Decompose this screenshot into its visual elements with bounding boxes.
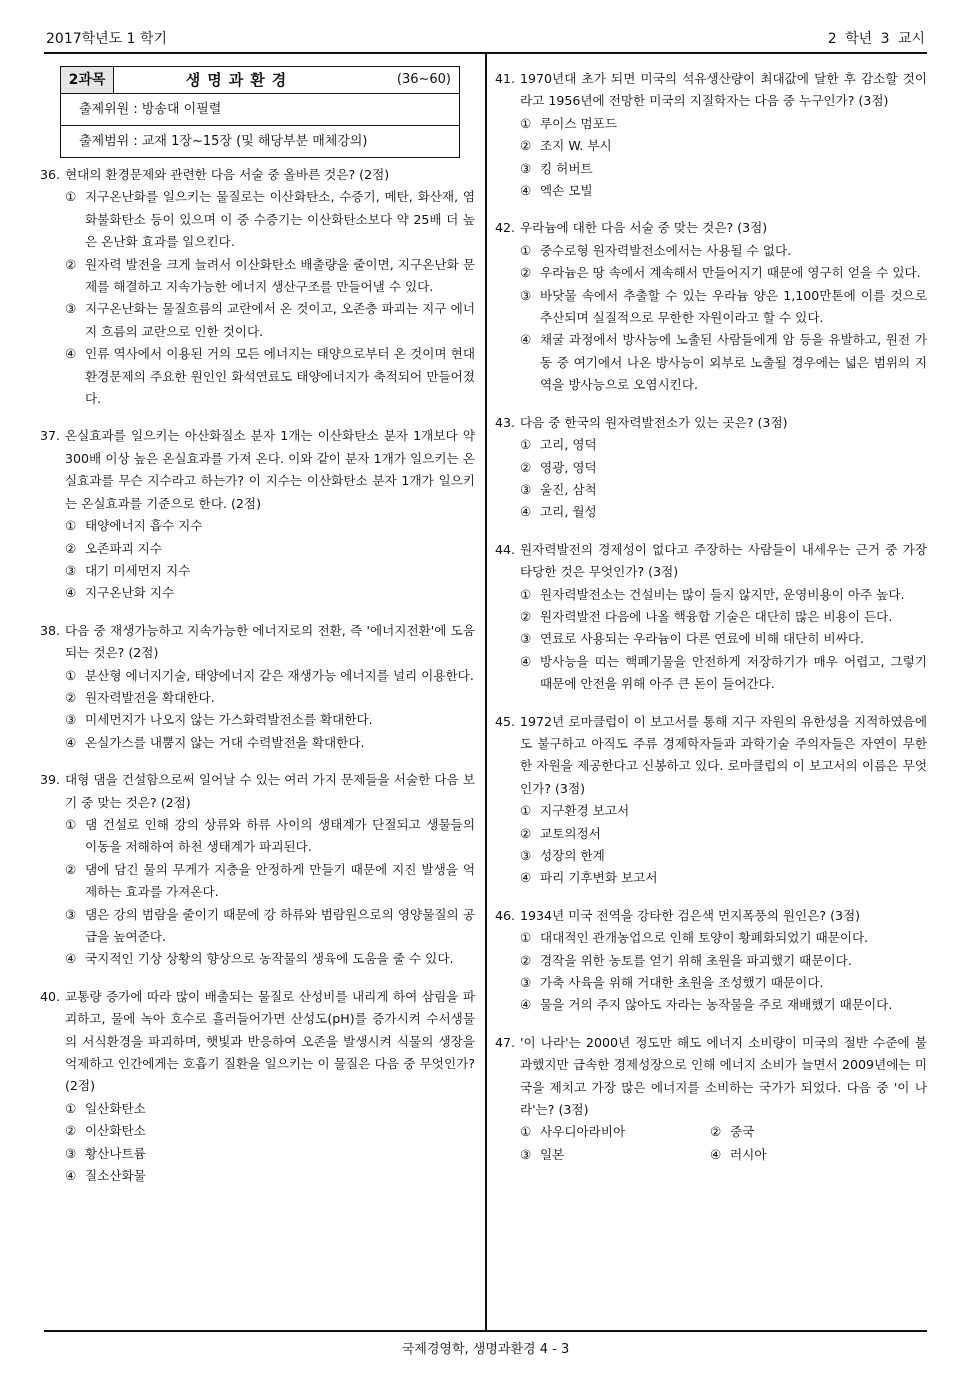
option [495,651,927,696]
option-text: 조지 W. 부시 [540,138,612,154]
header-semester: 2017학년도 1 학기 [46,31,168,47]
option-number: ③ [65,712,77,728]
question-number: 42. [495,220,516,236]
option-text: 사우디아라비아 [540,1124,626,1140]
question-text: 우라늄에 대한 다음 서술 중 맞는 것은? (3점) [520,220,768,236]
option [495,972,927,994]
left-column [40,66,475,1202]
question-40 [40,986,475,1188]
option [40,254,475,299]
option-number: ③ [520,631,532,647]
option-number: ③ [520,848,532,863]
option-number: ① [520,803,532,819]
question-36 [40,164,475,410]
option [40,709,475,731]
question-45 [495,711,927,890]
option-number: ④ [520,653,532,669]
option-number: ③ [520,481,532,497]
option-number: ② [65,540,77,556]
option-text: 중수로형 원자력발전소에서는 사용될 수 없다. [540,242,792,258]
option [495,285,927,330]
page-footer: 국제경영학, 생명과환경 4 - 3 [401,1342,570,1357]
option [40,665,475,687]
option-text: 울진, 삼척 [540,481,597,497]
option-number: ④ [520,870,532,886]
option-number: ④ [65,1168,77,1184]
option-text: 오존파괴 지수 [85,540,162,556]
question-range: (36∼60) [396,72,451,87]
option-number: ② [65,689,77,705]
option-number: ② [65,1123,77,1139]
option [710,1144,927,1166]
option-text: 우라늄은 땅 속에서 계속해서 만들어지기 때문에 영구히 얻을 수 있다. [540,265,921,281]
option-text: 지구온난화를 일으키는 물질로는 이산화탄소, 수증기, 메탄, 화산재, 염화불화탄소 등이 있으며 이 중 수증기는 이산화탄소보다 약 25배 더 높은 온난화 효과를 일으킨다. [85,189,475,250]
option-text: 연료로 사용되는 우라늄이 다른 연료에 비해 대단히 비싸다. [540,631,864,647]
question-38 [40,620,475,754]
option-number: ③ [65,301,77,317]
option-text: 파리 기후변화 보고서 [540,870,658,886]
option-grid [495,1121,927,1166]
question-text: 다음 중 재생가능하고 지속가능한 에너지로의 전환, 즉 '에너지전환'에 도움되는 것은? (2점) [65,622,475,661]
question-stem [40,425,475,515]
subject-scope: 출제범위 : 교재 1장∼15장 (및 해당부분 매체강의) [79,134,368,149]
option-number: ④ [65,585,77,601]
option-number: ② [520,608,532,624]
subject-author: 출제위원 : 방송대 이필렬 [61,94,459,126]
question-number: 40. [40,988,61,1004]
option [495,845,927,867]
option-number: ① [520,586,532,602]
option [40,538,475,560]
option-number: ② [520,825,532,841]
question-text: 원자력발전의 경제성이 없다고 주장하는 사람들이 내세우는 근거 중 가장 타당한 것은 무엇인가? (3점) [520,541,927,580]
option [495,113,927,135]
option [495,994,927,1016]
subject-box [60,66,460,158]
option [40,1165,475,1187]
option-text: 황산나트륨 [85,1145,146,1161]
option-number: ③ [520,287,532,303]
option-text: 댐은 강의 범람을 줄이기 때문에 강 하류와 범람원으로의 영양물질의 공급을 높여준다. [85,906,475,944]
right-question-list [495,68,927,1017]
option-number: ④ [520,997,532,1013]
question-text: 1972년 로마클럽이 이 보고서를 통해 지구 자원의 유한성을 지적하였음에도 불구하고 아직도 주류 경제학자들과 과학기술 주의자들은 자연이 무한한 자원을 제공한다고 신봉하고 있다. 로마클럽의 이 보고서의 이름은 무엇인가? (3점) [520,713,927,796]
option [495,135,927,157]
option-number: ① [520,1124,532,1140]
option-text: 방사능을 띠는 핵폐기물을 안전하게 저장하기가 매우 어렵고, 그렇기 때문에 안전을 위해 아주 큰 돈이 들어간다. [540,653,927,692]
option [40,1098,475,1120]
option-text: 이산화탄소 [85,1123,146,1139]
option [495,823,927,845]
question-text: 대형 댐을 건설함으로써 일어날 수 있는 여러 가지 문제들을 서술한 다음 보기 중 맞는 것은? (2점) [65,772,475,810]
option-text: 원자력발전을 확대한다. [85,689,215,705]
question-text: 온실효과를 일으키는 아산화질소 분자 1개는 이산화탄소 분자 1개보다 약 300배 이상 높은 온실효과를 가져 온다. 이와 같이 분자 1개가 일으키는 온실효과를 무슨 지수라고 하는가? 이 지수는 이산화탄소 분자 1개가 일으키는 온실효과를 기준으로 한다. (2점) [65,428,475,511]
option-text: 국지적인 기상 상황의 향상으로 농작물의 생육에 도움을 줄 수 있다. [85,951,454,967]
question-stem [495,539,927,584]
option [495,240,927,262]
question-41 [495,68,927,202]
option-number: ② [520,952,532,968]
option-number: ④ [65,734,77,750]
option-text: 채굴 과정에서 방사능에 노출된 사람들에게 암 등을 유발하고, 원전 가동 중 여기에서 나온 방사능이 외부로 노출될 경우에는 넓은 범위의 지역을 방사능으로 오염시킨다. [540,332,927,393]
option-number: ④ [520,504,532,520]
option-text: 고리, 영덕 [540,437,597,453]
option-number: ② [520,138,532,154]
question-stem [495,1032,927,1122]
option-text: 물을 거의 주지 않아도 자라는 농작물을 주로 재배했기 때문이다. [540,997,893,1013]
option-text: 댐에 담긴 물의 무게가 지층을 안정하게 만들기 때문에 지진 발생을 억제하는 효과를 가져온다. [85,861,475,900]
option-number: ② [65,256,77,272]
question-stem [495,412,927,434]
option-number: ② [520,265,532,281]
option [495,457,927,479]
option-text: 일본 [540,1146,565,1162]
option [495,584,927,606]
question-number: 43. [495,414,516,430]
option-number: ① [65,667,77,683]
option-text: 질소산화물 [85,1168,146,1184]
option-text: 지구온난화 지수 [85,585,175,601]
option-number: ① [520,437,532,453]
option [495,800,927,822]
option-text: 가축 사육을 위해 거대한 초원을 조성했기 때문이다. [540,975,824,991]
option [40,948,475,970]
option-number: ④ [65,951,77,967]
question-number: 44. [495,541,516,557]
option-text: 루이스 멈포드 [540,115,617,131]
option [40,582,475,604]
option-text: 미세먼지가 나오지 않는 가스화력발전소를 확대한다. [85,712,373,728]
option [495,434,927,456]
option [495,180,927,202]
question-stem [495,68,927,113]
subject-number: 2과목 [61,67,114,93]
option-number: ③ [520,975,532,991]
option-number: ③ [65,1145,77,1161]
option-text: 킹 허버트 [540,160,593,176]
option-number: ③ [65,906,77,922]
option [495,158,927,180]
right-column [495,68,927,1181]
option [40,687,475,709]
option-number: ① [65,1100,77,1116]
option-text: 중국 [730,1124,755,1140]
question-stem [40,769,475,814]
option-text: 원자력 발전을 크게 늘려서 이산화탄소 배출량을 줄이면, 지구온난화 문제를 해결하고 지속가능한 에너지 생산구조를 만들어낼 수 있다. [85,256,475,295]
option [40,1120,475,1142]
option-number: ② [710,1124,722,1140]
question-number: 39. [40,772,61,788]
option-number: ① [65,518,77,534]
question-37 [40,425,475,604]
option [495,262,927,284]
page-header [46,28,925,50]
option-text: 인류 역사에서 이용된 거의 모든 에너지는 태양으로부터 온 것이며 현대 환경문제의 주요한 원인인 화석연료도 태양에너지가 축적되어 만들어졌다. [85,346,475,407]
option [40,732,475,754]
option-number: ① [520,930,532,946]
option-text: 대기 미세먼지 지수 [85,562,191,578]
question-43 [495,412,927,524]
option-number: ② [65,861,77,877]
question-stem [495,217,927,239]
option [495,501,927,523]
option-text: 일산화탄소 [85,1100,146,1116]
question-text: 1934년 미국 전역을 강타한 검은색 먼지폭풍의 원인은? (3점) [520,907,861,923]
question-46 [495,905,927,1017]
question-number: 41. [495,71,516,86]
option-text: 경작을 위한 농토를 얻기 위해 초원을 파괴했기 때문이다. [540,952,852,968]
option-number: ① [520,115,532,131]
option-number: ① [65,816,77,832]
option-number: ④ [520,332,532,348]
question-number: 36. [40,167,61,182]
option [495,628,927,650]
question-text: 다음 중 한국의 원자력발전소가 있는 곳은? (3점) [520,414,788,430]
option-text: 지구환경 보고서 [540,803,630,819]
question-number: 37. [40,428,61,444]
option [495,950,927,972]
option-number: ② [520,459,532,475]
question-39 [40,769,475,971]
option [40,1143,475,1165]
question-text: 현대의 환경문제와 관련한 다음 서술 중 올바른 것은? (2점) [65,167,390,182]
option-text: 성장의 한계 [540,848,605,863]
column-divider [485,54,487,1330]
option-text: 원자력발전 다음에 나올 핵융합 기술은 대단히 많은 비용이 든다. [540,608,893,624]
option [710,1121,927,1143]
option [495,867,927,889]
option-text: 고리, 월성 [540,504,597,520]
option-text: 대대적인 관개농업으로 인해 토양이 황폐화되었기 때문이다. [540,930,869,946]
question-47 [495,1032,927,1166]
option [40,343,475,410]
question-text: 교통량 증가에 따라 많이 배출되는 물질로 산성비를 내리게 하여 삼림을 파괴하고, 물에 녹아 호수로 흘러들어가면 산성도(pH)를 증가시켜 수서생물의 서식환경을 파괴하며, 햇빛과 반응하여 오존을 발생시켜 식물의 생장을 억제하고 인간에게는 호흡기 질환을 일으키는 이 물질은 다음 중 무엇인가? (2점) [65,988,475,1094]
option-text: 지구온난화는 물질흐름의 교란에서 온 것이고, 오존층 파괴는 지구 에너지 흐름의 교란으로 인한 것이다. [85,301,475,339]
option-number: ① [520,242,532,258]
option [520,1144,710,1166]
option [520,1121,710,1143]
option [40,515,475,537]
option [40,814,475,859]
option [40,186,475,253]
option-text: 원자력발전소는 건설비는 많이 들지 않지만, 운영비용이 아주 높다. [540,586,905,602]
question-42 [495,217,927,396]
question-text: '이 나라'는 2000년 정도만 해도 에너지 소비량이 미국의 절반 수준에 불과했지만 급속한 경제성장으로 인해 에너지 소비가 늘면서 2009년에는 미국을 제치고 가장 많은 에너지를 소비하는 국가가 되었다. 다음 중 '이 나라'는? (3점) [520,1034,927,1118]
subject-title: 생명과환경 [185,71,294,89]
option-text: 러시아 [730,1146,767,1162]
option-text: 엑손 모빌 [540,183,593,199]
question-stem [40,986,475,1098]
option [40,904,475,949]
option-text: 교토의정서 [540,825,601,841]
option [40,298,475,343]
question-stem [495,905,927,927]
option-number: ① [65,189,77,205]
left-question-list [40,164,475,1187]
option [495,606,927,628]
option-number: ③ [65,562,77,578]
option-text: 태양에너지 흡수 지수 [85,518,203,534]
question-number: 45. [495,713,516,729]
option-text: 영광, 영덕 [540,459,597,475]
option-number: ③ [520,160,532,176]
option-number: ③ [520,1146,532,1162]
question-stem [40,164,475,186]
question-text: 1970년대 초가 되면 미국의 석유생산량이 최대값에 달한 후 감소할 것이라고 1956년에 전망한 미국의 지질학자는 다음 중 누구인가? (3점) [520,71,927,109]
option-number: ④ [710,1146,722,1162]
option-number: ④ [520,183,532,199]
option [495,927,927,949]
question-number: 47. [495,1034,516,1050]
question-number: 46. [495,907,516,923]
subject-header [61,67,459,94]
bottom-rule [44,1330,927,1332]
question-stem [495,711,927,801]
option [495,329,927,396]
question-number: 38. [40,622,61,638]
option-text: 온실가스를 내뿜지 않는 거대 수력발전을 확대한다. [85,734,365,750]
header-grade-period: 2 학년 3 교시 [827,31,925,47]
option [40,560,475,582]
option-text: 분산형 에너지기술, 태양에너지 같은 재생가능 에너지를 널리 이용한다. [85,667,474,683]
option-text: 댐 건설로 인해 강의 상류와 하류 사이의 생태계가 단절되고 생물들의 이동을 저해하여 하천 생태계가 파괴된다. [85,816,475,855]
question-stem [40,620,475,665]
option [495,479,927,501]
option-number: ④ [65,346,77,362]
question-44 [495,539,927,696]
option [40,859,475,904]
option-text: 바닷물 속에서 추출할 수 있는 우라늄 양은 1,100만톤에 이를 것으로 추산되며 실질적으로 무한한 자원이라고 할 수 있다. [540,287,927,326]
